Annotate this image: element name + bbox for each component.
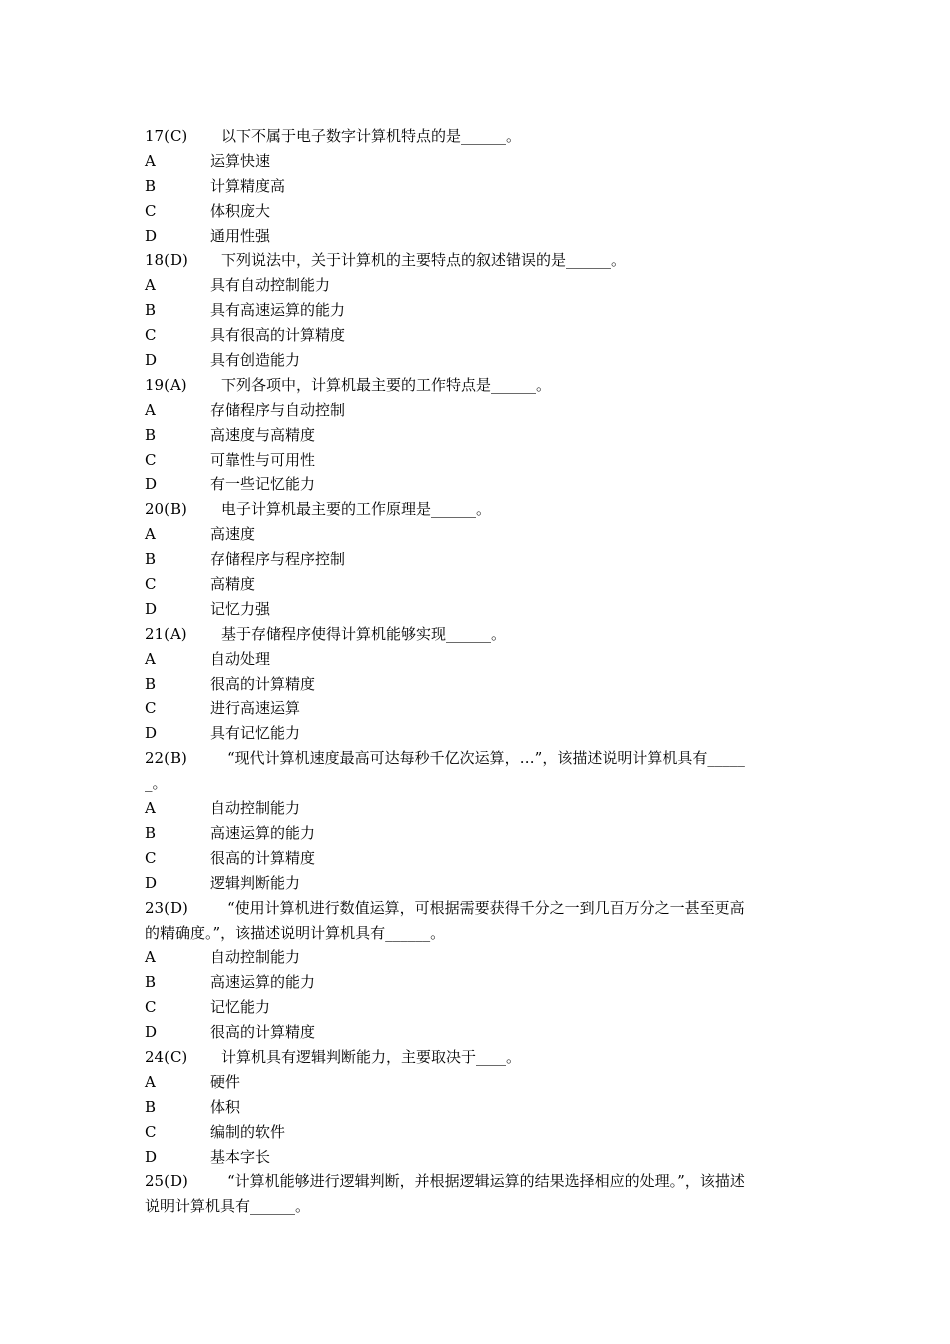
option-letter: A [145, 276, 156, 295]
question-text: 下列各项中，计算机最主要的工作特点是______。 [221, 375, 552, 394]
option-letter: C [145, 1122, 157, 1141]
question-text-continuation: _。 [145, 774, 168, 793]
question-text: 电子计算机最主要的工作原理是______。 [221, 500, 492, 519]
question-block [145, 124, 810, 248]
question-number: 19(A) [145, 375, 187, 394]
option-letter: A [145, 948, 156, 967]
answer-option [145, 448, 810, 473]
question-stem [145, 1169, 810, 1194]
option-text: 编制的软件 [210, 1122, 286, 1141]
answer-option [145, 1120, 810, 1145]
answer-option [145, 472, 810, 497]
question-number: 22(B) [145, 749, 187, 768]
question-number: 24(C) [145, 1047, 188, 1066]
answer-option [145, 696, 810, 721]
question-stem [145, 622, 810, 647]
question-stem [145, 497, 810, 522]
answer-option [145, 149, 810, 174]
document-body [145, 124, 810, 1219]
option-text: 体积 [210, 1097, 241, 1116]
question-stem [145, 248, 810, 273]
question-block [145, 1045, 810, 1169]
answer-option [145, 1095, 810, 1120]
question-text: 以下不属于电子数字计算机特点的是______。 [221, 127, 522, 145]
question-number: 20(B) [145, 500, 187, 519]
option-letter: B [145, 1097, 157, 1116]
option-letter: B [145, 973, 157, 992]
option-text: 存储程序与自动控制 [210, 400, 346, 419]
question-text: 计算机具有逻辑判断能力，主要取决于____。 [221, 1047, 522, 1066]
option-letter: A [145, 525, 156, 544]
answer-option [145, 1070, 810, 1095]
question-block [145, 896, 810, 1045]
answer-option [145, 572, 810, 597]
option-letter: C [145, 998, 157, 1017]
option-text: 体积庞大 [210, 201, 271, 220]
question-text: “现代计算机速度最高可达每秒千亿次运算，…”，该描述说明计算机具有_____ [227, 749, 745, 768]
answer-option [145, 273, 810, 298]
option-text: 高精度 [210, 575, 256, 594]
option-letter: A [145, 1072, 156, 1091]
answer-option [145, 323, 810, 348]
option-text: 存储程序与程序控制 [210, 550, 346, 569]
question-text-continuation: 说明计算机具有______。 [145, 1197, 311, 1216]
option-letter: C [145, 575, 157, 594]
option-text: 很高的计算精度 [210, 674, 316, 693]
option-text: 具有记忆能力 [210, 724, 301, 743]
answer-option [145, 423, 810, 448]
question-block [145, 373, 810, 497]
option-letter: B [145, 301, 157, 320]
answer-option [145, 1020, 810, 1045]
answer-option [145, 796, 810, 821]
option-letter: D [145, 475, 158, 494]
option-text: 可靠性与可用性 [210, 450, 316, 469]
option-text: 自动控制能力 [210, 799, 301, 818]
question-number: 21(A) [145, 624, 187, 643]
option-text: 逻辑判断能力 [210, 873, 301, 892]
option-text: 进行高速运算 [210, 699, 301, 718]
question-number: 25(D) [145, 1172, 188, 1191]
option-text: 有一些记忆能力 [210, 475, 316, 494]
option-text: 具有创造能力 [210, 351, 301, 370]
option-text: 计算精度高 [210, 176, 286, 195]
option-text: 硬件 [210, 1072, 241, 1091]
answer-option [145, 846, 810, 871]
option-text: 高速运算的能力 [210, 823, 316, 842]
answer-option [145, 398, 810, 423]
answer-option [145, 174, 810, 199]
option-letter: B [145, 425, 157, 444]
option-letter: D [145, 873, 158, 892]
option-letter: A [145, 799, 156, 818]
answer-option [145, 597, 810, 622]
question-stem [145, 1045, 810, 1070]
question-number: 23(D) [145, 898, 188, 917]
answer-option [145, 224, 810, 249]
option-text: 高速运算的能力 [210, 973, 316, 992]
option-text: 高速度与高精度 [210, 425, 316, 444]
option-letter: A [145, 649, 156, 668]
option-letter: B [145, 550, 157, 569]
option-letter: A [145, 151, 156, 170]
option-letter: C [145, 450, 157, 469]
answer-option [145, 1145, 810, 1170]
question-stem [145, 124, 810, 149]
option-text: 通用性强 [210, 226, 271, 245]
question-block [145, 746, 810, 895]
option-letter: B [145, 674, 157, 693]
option-text: 高速度 [210, 525, 256, 544]
question-stem [145, 373, 810, 398]
question-block [145, 1169, 810, 1219]
option-letter: D [145, 1023, 158, 1042]
answer-option [145, 995, 810, 1020]
option-letter: C [145, 201, 157, 220]
option-letter: D [145, 724, 158, 743]
answer-option [145, 970, 810, 995]
question-block [145, 248, 810, 372]
option-text: 记忆能力 [210, 998, 271, 1017]
answer-option [145, 945, 810, 970]
question-number: 18(D) [145, 251, 188, 270]
option-text: 基本字长 [210, 1147, 271, 1166]
question-number: 17(C) [145, 127, 188, 145]
option-text: 很高的计算精度 [210, 848, 316, 867]
question-block [145, 622, 810, 746]
answer-option [145, 871, 810, 896]
option-letter: D [145, 599, 158, 618]
option-letter: D [145, 351, 158, 370]
answer-option [145, 672, 810, 697]
option-text: 记忆力强 [210, 599, 271, 618]
question-stem [145, 746, 810, 771]
option-letter: C [145, 699, 157, 718]
answer-option [145, 547, 810, 572]
option-text: 运算快速 [210, 151, 271, 170]
option-letter: C [145, 848, 157, 867]
answer-option [145, 522, 810, 547]
answer-option [145, 199, 810, 224]
answer-option [145, 721, 810, 746]
answer-option [145, 821, 810, 846]
question-stem [145, 896, 810, 921]
question-text: “计算机能够进行逻辑判断，并根据逻辑运算的结果选择相应的处理。”，该描述 [227, 1172, 745, 1191]
option-text: 具有高速运算的能力 [210, 301, 346, 320]
question-text: 下列说法中，关于计算机的主要特点的叙述错误的是______。 [221, 251, 627, 270]
question-text: “使用计算机进行数值运算，可根据需要获得千分之一到几百万分之一甚至更高 [227, 898, 745, 917]
question-block [145, 497, 810, 621]
option-text: 具有很高的计算精度 [210, 326, 346, 345]
option-letter: B [145, 176, 157, 195]
option-text: 自动控制能力 [210, 948, 301, 967]
answer-option [145, 348, 810, 373]
option-letter: A [145, 400, 156, 419]
option-letter: D [145, 1147, 158, 1166]
answer-option [145, 647, 810, 672]
option-letter: B [145, 823, 157, 842]
answer-option [145, 298, 810, 323]
question-text: 基于存储程序使得计算机能够实现______。 [221, 624, 507, 643]
option-text: 自动处理 [210, 649, 271, 668]
option-letter: D [145, 226, 158, 245]
option-text: 很高的计算精度 [210, 1023, 316, 1042]
option-text: 具有自动控制能力 [210, 276, 331, 295]
option-letter: C [145, 326, 157, 345]
question-text-continuation: 的精确度。”，该描述说明计算机具有______。 [145, 923, 446, 942]
